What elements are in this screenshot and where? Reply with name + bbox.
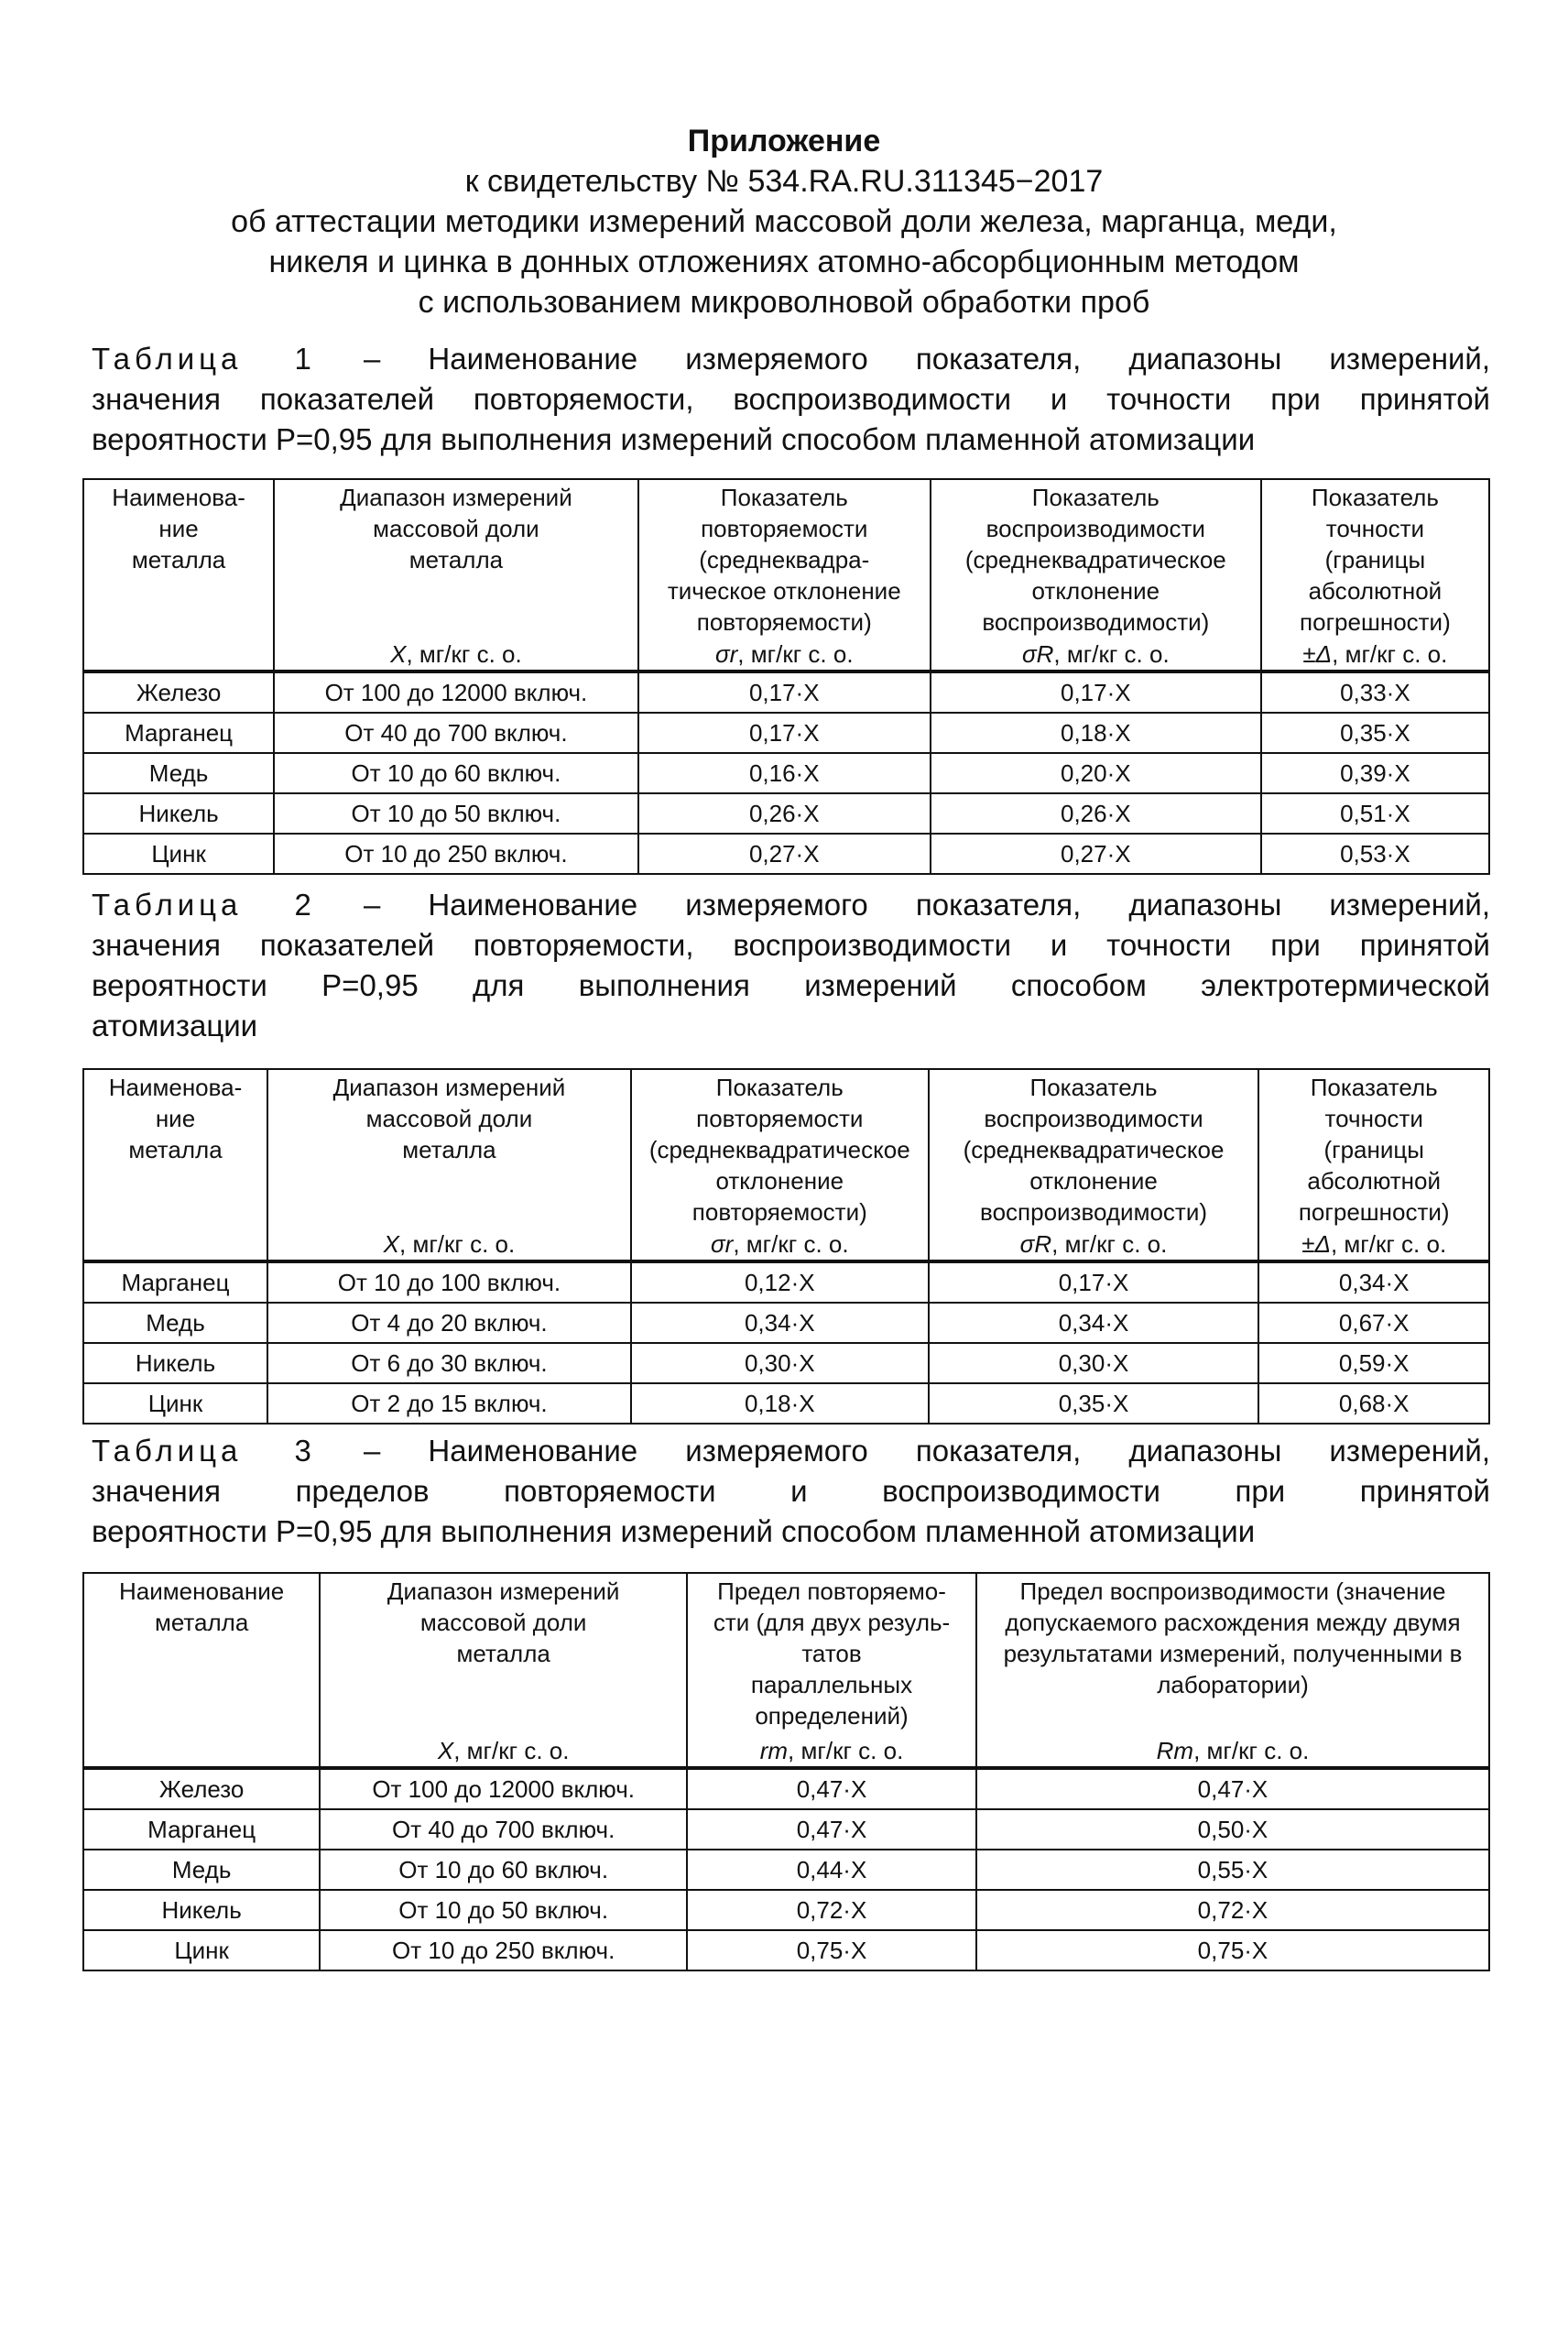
header-text [324,1576,682,1669]
coefficient-value: 0,17·X [929,1261,1259,1303]
header-line: повторяемости [701,515,868,542]
header-cell-content [1266,482,1485,670]
unit-symbol: σR [1021,640,1054,668]
unit-text: , мг/кг с. о. [1053,640,1170,668]
table-3-caption [92,1431,1490,1552]
table-3-limits [82,1572,1490,1971]
coefficient-value: 0,17·X [638,713,931,753]
column-header [929,1069,1259,1261]
caption-text: вероятности P=0,95 для выполнения измерений способом электротермической [92,968,1490,1002]
header-cell-content [981,1576,1485,1766]
header-cell-content [636,1072,924,1260]
table-1-flame [82,478,1490,875]
metal-name: Марганец [83,1809,320,1850]
header-cell-content [88,1576,315,1766]
header-line: татов [801,1640,862,1667]
table-2-electrothermal [82,1068,1490,1424]
caption-text: – Наименование измеряемого показателя, диапазоны измерений, [363,342,1490,376]
header-line: тическое отклонение [667,577,901,605]
measurement-range: От 10 до 250 включ. [320,1930,687,1970]
coefficient-value: 0,12·X [631,1261,929,1303]
coefficient-value: 0,53·X [1261,834,1489,874]
header-cell-content [278,482,634,670]
unit-symbol: σr [714,640,738,668]
caption-line [92,1471,1490,1512]
caption-text: – Наименование измеряемого показателя, диапазоны измерений, [363,888,1490,922]
header-line: отклонение [1029,1167,1158,1195]
header-line: (границы [1324,546,1426,573]
coefficient-value: 0,30·X [929,1343,1259,1383]
coefficient-value: 0,47·X [687,1809,976,1850]
caption-label: Таблица 1 [92,342,316,376]
measurement-range: От 100 до 12000 включ. [274,671,638,713]
coefficient-value: 0,26·X [638,793,931,834]
caption-text: вероятности P=0,95 для выполнения измерений способом пламенной атомизации [92,422,1256,456]
caption-text: значения показателей повторяемости, воспроизводимости и точности при принятой [92,382,1490,416]
coefficient-value: 0,30·X [631,1343,929,1383]
metal-name: Никель [83,793,274,834]
coefficient-value: 0,34·X [929,1303,1259,1343]
coefficient-value: 0,35·X [1261,713,1489,753]
coefficient-value: 0,33·X [1261,671,1489,713]
column-header [83,1069,267,1261]
header-text [272,1072,626,1165]
column-header [687,1573,976,1768]
header-line: Наименова- [112,484,245,511]
header-text [935,482,1257,638]
header-unit [88,1228,263,1260]
header-cell-content [933,1072,1255,1260]
header-line: металла [408,546,504,573]
header-cell-content [691,1576,972,1766]
header-text [643,482,926,638]
header-line: отклонение [715,1167,844,1195]
header-unit [272,1228,626,1260]
metal-name: Марганец [83,1261,267,1303]
metal-name: Медь [83,753,274,793]
header-line: Диапазон измерений [340,484,572,511]
coefficient-value: 0,27·X [931,834,1261,874]
column-header [274,479,638,671]
unit-symbol: ±Δ [1301,1230,1331,1258]
caption-text: значения показателей повторяемости, воспроизводимости и точности при принятой [92,928,1490,962]
coefficient-value: 0,34·X [1258,1261,1489,1303]
measurement-range: От 10 до 60 включ. [274,753,638,793]
table-row [83,1768,1489,1809]
header-line: Показатель [720,484,848,511]
header-unit [1263,1228,1485,1260]
metal-name: Цинк [83,834,274,874]
metal-name: Марганец [83,713,274,753]
table-row [83,753,1489,793]
header-text [691,1576,972,1731]
header-line: определений) [755,1702,909,1730]
measurement-range: От 10 до 60 включ. [320,1850,687,1890]
header-line: воспроизводимости [985,515,1205,542]
header-text [981,1576,1485,1700]
header-line: сти (для двух резуль- [713,1609,951,1636]
header-line: параллельных [750,1671,913,1698]
unit-symbol: X [437,1737,454,1764]
table-1-caption [92,339,1490,460]
coefficient-value: 0,18·X [931,713,1261,753]
unit-symbol: σR [1019,1230,1052,1258]
column-header [83,1573,320,1768]
table-row [83,713,1489,753]
unit-text: , мг/кг с. о. [406,640,522,668]
header-unit [643,639,926,670]
coefficient-value: 0,20·X [931,753,1261,793]
header-unit [981,1735,1485,1766]
header-line: Предел воспроизводимости (значение [1019,1577,1446,1605]
column-header [976,1573,1489,1768]
column-header [83,479,274,671]
coefficient-value: 0,47·X [687,1768,976,1809]
coefficient-value: 0,59·X [1258,1343,1489,1383]
header-line: допускаемого расхождения между двумя [1005,1609,1461,1636]
header-unit [278,639,634,670]
header-cell-content [1263,1072,1485,1260]
caption-line [92,925,1490,966]
metal-name: Никель [83,1890,320,1930]
unit-text: , мг/кг с. о. [399,1230,516,1258]
header-text [1266,482,1485,638]
unit-text: , мг/кг с. о. [1051,1230,1168,1258]
header-text [278,482,634,575]
header-unit [88,1735,315,1766]
header-line: массовой доли [419,1609,587,1636]
header-cell-content [272,1072,626,1260]
header-line: абсолютной [1307,1167,1441,1195]
coefficient-value: 0,17·X [931,671,1261,713]
header-line: Наименова- [108,1074,243,1101]
column-header [1261,479,1489,671]
header-line: погрешности) [1300,608,1451,636]
table-row [83,1261,1489,1303]
unit-symbol: Rm [1156,1737,1194,1764]
measurement-range: От 10 до 50 включ. [320,1890,687,1930]
header-line: Показатель [1029,1074,1158,1101]
table-row [83,1850,1489,1890]
header-line: воспроизводимости) [982,608,1210,636]
table-row [83,793,1489,834]
measurement-range: От 10 до 250 включ. [274,834,638,874]
unit-symbol: rm [759,1737,789,1764]
header-line: Показатель [715,1074,844,1101]
measurement-range: От 4 до 20 включ. [267,1303,631,1343]
caption-line [92,379,1490,420]
subject-line: с использованием микроволновой обработки проб [418,285,1150,320]
measurement-range: От 2 до 15 включ. [267,1383,631,1424]
header-unit [324,1735,682,1766]
header-line: Наименование [119,1577,285,1605]
certificate-line: к свидетельству № 534.RA.RU.311345−2017 [464,164,1104,199]
caption-line [92,1431,1490,1471]
caption-text: атомизации [92,1009,258,1042]
table-row [83,1809,1489,1850]
caption-text: – Наименование измеряемого показателя, диапазоны измерений, [363,1434,1490,1468]
header-text [1263,1072,1485,1228]
metal-name: Цинк [83,1383,267,1424]
header-line: металла [128,1136,223,1163]
table-row [83,671,1489,713]
header-line: результатами измерений, полученными в [1003,1640,1463,1667]
header-line: повторяемости) [696,608,872,636]
header-cell-content [935,482,1257,670]
header-line: воспроизводимости) [980,1198,1207,1226]
header-unit [933,1228,1255,1260]
appendix-title: Приложение [687,124,881,158]
coefficient-value: 0,50·X [976,1809,1489,1850]
unit-symbol: ±Δ [1302,640,1333,668]
header-line: точности [1324,1105,1423,1132]
column-header [267,1069,631,1261]
header-cell-content [88,482,269,670]
header-row [83,479,1489,671]
document-header [0,121,1568,322]
caption-text: значения пределов повторяемости и воспроизводимости при принятой [92,1474,1490,1508]
subject-line: никеля и цинка в донных отложениях атомно-абсорбционным методом [268,245,1300,279]
unit-text: , мг/кг с. о. [1193,1737,1310,1764]
header-unit [88,639,269,670]
column-header [631,1069,929,1261]
measurement-range: От 10 до 100 включ. [267,1261,631,1303]
table-row [83,1383,1489,1424]
subject-line: об аттестации методики измерений массовой доли железа, марганца, меди, [231,204,1337,239]
table-row [83,1303,1489,1343]
measurement-range: От 10 до 50 включ. [274,793,638,834]
unit-text: , мг/кг с. о. [788,1737,904,1764]
unit-text: , мг/кг с. о. [1332,640,1448,668]
coefficient-value: 0,67·X [1258,1303,1489,1343]
coefficient-value: 0,34·X [631,1303,929,1343]
header-cell-content [88,1072,263,1260]
header-line: металла [131,546,226,573]
header-line: Предел повторяемо- [717,1577,946,1605]
header-line: ние [158,515,199,542]
header-line: массовой доли [373,515,539,542]
measurement-range: От 6 до 30 включ. [267,1343,631,1383]
header-line: металла [456,1640,550,1667]
metal-name: Медь [83,1303,267,1343]
coefficient-value: 0,26·X [931,793,1261,834]
coefficient-value: 0,16·X [638,753,931,793]
caption-line [92,1006,1490,1046]
coefficient-value: 0,75·X [687,1930,976,1970]
coefficient-value: 0,18·X [631,1383,929,1424]
unit-symbol: σr [710,1230,734,1258]
header-line: погрешности) [1298,1198,1450,1226]
column-header [931,479,1261,671]
caption-line [92,885,1490,925]
header-line: отклонение [1031,577,1160,605]
header-line: металла [154,1609,249,1636]
coefficient-value: 0,47·X [976,1768,1489,1809]
header-line: ние [155,1105,196,1132]
header-row [83,1573,1489,1768]
header-text [88,1072,263,1165]
table-row [83,1930,1489,1970]
table-row [83,834,1489,874]
unit-symbol: X [383,1230,399,1258]
header-unit [935,639,1257,670]
metal-name: Медь [83,1850,320,1890]
header-line: (границы [1323,1136,1424,1163]
column-header [320,1573,687,1768]
caption-text: вероятности P=0,95 для выполнения измерений способом пламенной атомизации [92,1514,1256,1548]
measurement-range: От 100 до 12000 включ. [320,1768,687,1809]
header-text [88,1576,315,1638]
table-row [83,1343,1489,1383]
header-unit [691,1735,972,1766]
header-line: абсолютной [1308,577,1443,605]
coefficient-value: 0,72·X [687,1890,976,1930]
header-text [636,1072,924,1228]
header-line: повторяемости [696,1105,864,1132]
header-line: повторяемости) [691,1198,867,1226]
header-row [83,1069,1489,1261]
header-cell-content [643,482,926,670]
caption-label: Таблица 3 [92,1434,316,1468]
metal-name: Цинк [83,1930,320,1970]
caption-label: Таблица 2 [92,888,316,922]
header-line: Показатель [1310,1074,1438,1101]
coefficient-value: 0,72·X [976,1890,1489,1930]
caption-line [92,1512,1490,1552]
header-line: точности [1325,515,1425,542]
header-line: массовой доли [365,1105,533,1132]
metal-name: Железо [83,1768,320,1809]
header-line: (среднеквадратическое [648,1136,910,1163]
coefficient-value: 0,27·X [638,834,931,874]
unit-text: , мг/кг с. о. [453,1737,570,1764]
coefficient-value: 0,17·X [638,671,931,713]
table-2-caption [92,885,1490,1046]
table-row [83,1890,1489,1930]
unit-text: , мг/кг с. о. [737,640,854,668]
header-line: металла [402,1136,496,1163]
column-header [638,479,931,671]
header-unit [636,1228,924,1260]
caption-line [92,420,1490,460]
header-text [88,482,269,575]
header-line: Показатель [1031,484,1160,511]
header-line: Диапазон измерений [387,1577,620,1605]
metal-name: Железо [83,671,274,713]
header-text [933,1072,1255,1228]
header-line: (среднеквадратическое [963,1136,1225,1163]
coefficient-value: 0,35·X [929,1383,1259,1424]
coefficient-value: 0,39·X [1261,753,1489,793]
header-line: Диапазон измерений [332,1074,566,1101]
header-cell-content [324,1576,682,1766]
coefficient-value: 0,75·X [976,1930,1489,1970]
unit-text: , мг/кг с. о. [1330,1230,1447,1258]
header-line: лаборатории) [1157,1671,1309,1698]
header-line: Показатель [1311,484,1439,511]
header-line: (среднеквадра- [699,546,870,573]
coefficient-value: 0,44·X [687,1850,976,1890]
column-header [1258,1069,1489,1261]
unit-symbol: X [390,640,407,668]
header-line: (среднеквадратическое [964,546,1226,573]
coefficient-value: 0,55·X [976,1850,1489,1890]
header-line: воспроизводимости [984,1105,1203,1132]
measurement-range: От 40 до 700 включ. [320,1809,687,1850]
caption-line [92,339,1490,379]
metal-name: Никель [83,1343,267,1383]
caption-line [92,966,1490,1006]
measurement-range: От 40 до 700 включ. [274,713,638,753]
coefficient-value: 0,68·X [1258,1383,1489,1424]
header-unit [1266,639,1485,670]
coefficient-value: 0,51·X [1261,793,1489,834]
unit-text: , мг/кг с. о. [733,1230,849,1258]
